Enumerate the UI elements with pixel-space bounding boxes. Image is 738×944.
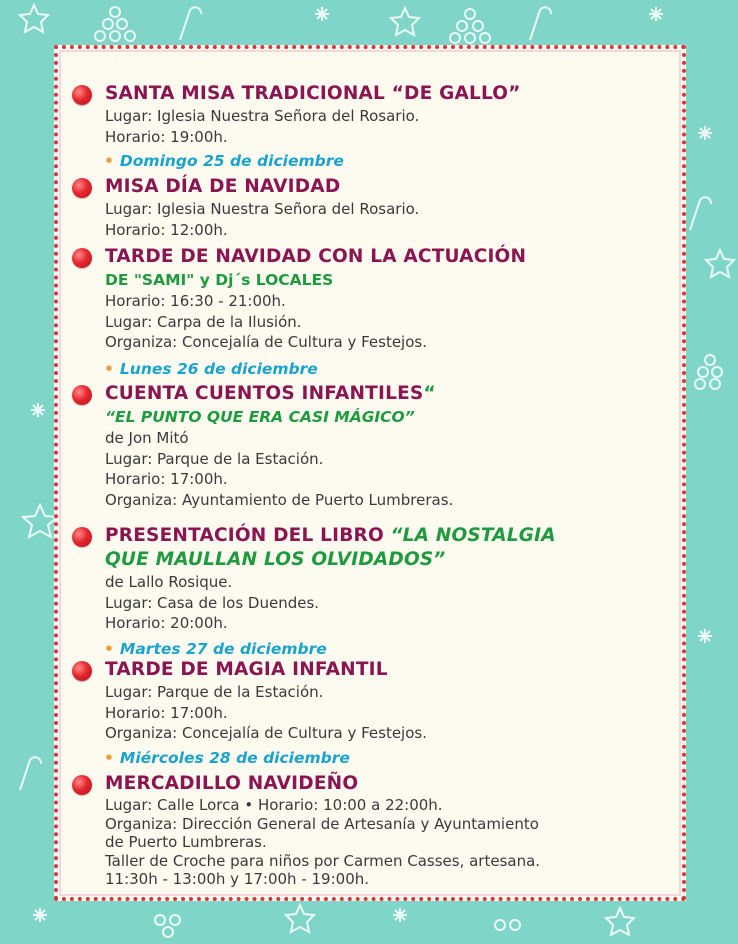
snowflake-icon — [649, 7, 663, 21]
event-title: CUENTA CUENTOS INFANTILES“ — [105, 383, 436, 404]
candy-cane-icon — [20, 757, 41, 790]
event-location: Lugar: Iglesia Nuestra Señora del Rosario. — [105, 107, 420, 125]
red-bullet-icon — [72, 527, 92, 547]
date-heading: • Miércoles 28 de diciembre — [104, 749, 350, 767]
snowflake-icon — [31, 403, 45, 417]
event-time: Horario: 20:00h. — [105, 614, 228, 632]
event-time: Horario: 16:30 - 21:00h. — [105, 292, 286, 310]
event-time: Horario: 17:00h. — [105, 703, 228, 722]
event-location: Lugar: Iglesia Nuestra Señora del Rosario. — [105, 200, 420, 218]
event-author: de Jon Mitó — [105, 429, 189, 447]
red-bullet-icon — [72, 85, 92, 105]
event-time: Horario: 12:00h. — [105, 220, 228, 239]
event-subtitle: DE "SAMI" y Dj´s LOCALES — [105, 271, 334, 289]
event-title: TARDE DE NAVIDAD CON LA ACTUACIÓN — [105, 246, 527, 267]
red-bullet-icon — [72, 661, 92, 681]
red-bullet-icon — [72, 385, 92, 405]
event-author: de Lallo Rosique. — [105, 573, 233, 591]
date-bullet-icon: • — [104, 152, 114, 170]
red-bullet-icon — [72, 248, 92, 268]
event-title: MISA DÍA DE NAVIDAD — [105, 176, 341, 197]
snowflake-icon — [315, 7, 329, 21]
event-location-time: Lugar: Calle Lorca • Horario: 10:00 a 22:00h. — [105, 796, 443, 814]
red-bullet-icon — [72, 178, 92, 198]
candy-cane-icon — [530, 7, 551, 40]
event-time: Horario: 17:00h. — [105, 470, 228, 488]
event-organizer: Organiza: Ayuntamiento de Puerto Lumbreras. — [105, 490, 454, 509]
star-icon — [20, 5, 48, 32]
event-title: MERCADILLO NAVIDEÑO — [105, 773, 359, 794]
event-location: Lugar: Casa de los Duendes. — [105, 593, 320, 612]
star-icon — [286, 905, 314, 932]
candy-cane-icon — [180, 7, 201, 40]
star-icon — [706, 250, 734, 277]
event-organizer-cont: de Puerto Lumbreras. — [105, 833, 267, 851]
star-icon — [606, 908, 634, 935]
snowflake-icon — [33, 908, 47, 922]
event-title: TARDE DE MAGIA INFANTIL — [105, 659, 388, 680]
event-workshop: Taller de Croche para niños por Carmen Casses, artesana. — [105, 851, 541, 870]
event-subtitle: “EL PUNTO QUE ERA CASI MÁGICO” — [105, 408, 415, 426]
date-bullet-icon: • — [104, 640, 114, 658]
program-card — [54, 45, 686, 901]
event-location: Lugar: Carpa de la Ilusión. — [105, 312, 302, 331]
event-location: Lugar: Parque de la Estación. — [105, 683, 324, 701]
date-heading: • Martes 27 de diciembre — [104, 640, 327, 658]
candy-cane-icon — [690, 197, 711, 230]
date-bullet-icon: • — [104, 360, 114, 378]
event-time: Horario: 19:00h. — [105, 127, 228, 146]
date-bullet-icon: • — [104, 749, 114, 767]
date-heading: • Domingo 25 de diciembre — [104, 152, 344, 170]
star-icon — [391, 8, 419, 35]
date-heading: • Lunes 26 de diciembre — [104, 360, 318, 378]
event-title-line2: QUE MAULLAN LOS OLVIDADOS” — [105, 549, 446, 570]
snowflake-icon — [698, 126, 712, 140]
event-organizer: Organiza: Dirección General de Artesanía y Ayuntamiento — [105, 814, 539, 833]
star-icon — [23, 505, 57, 537]
event-organizer: Organiza: Concejalía de Cultura y Festejos. — [105, 724, 427, 742]
event-title: PRESENTACIÓN DEL LIBRO “LA NOSTALGIA — [105, 525, 556, 546]
event-location: Lugar: Parque de la Estación. — [105, 449, 324, 468]
event-title: SANTA MISA TRADICIONAL “DE GALLO” — [105, 83, 521, 104]
snowflake-icon — [393, 908, 407, 922]
event-workshop-time: 11:30h - 13:00h y 17:00h - 19:00h. — [105, 870, 370, 888]
red-bullet-icon — [72, 775, 92, 795]
event-organizer: Organiza: Concejalía de Cultura y Festejos. — [105, 333, 427, 351]
snowflake-icon — [698, 629, 712, 643]
